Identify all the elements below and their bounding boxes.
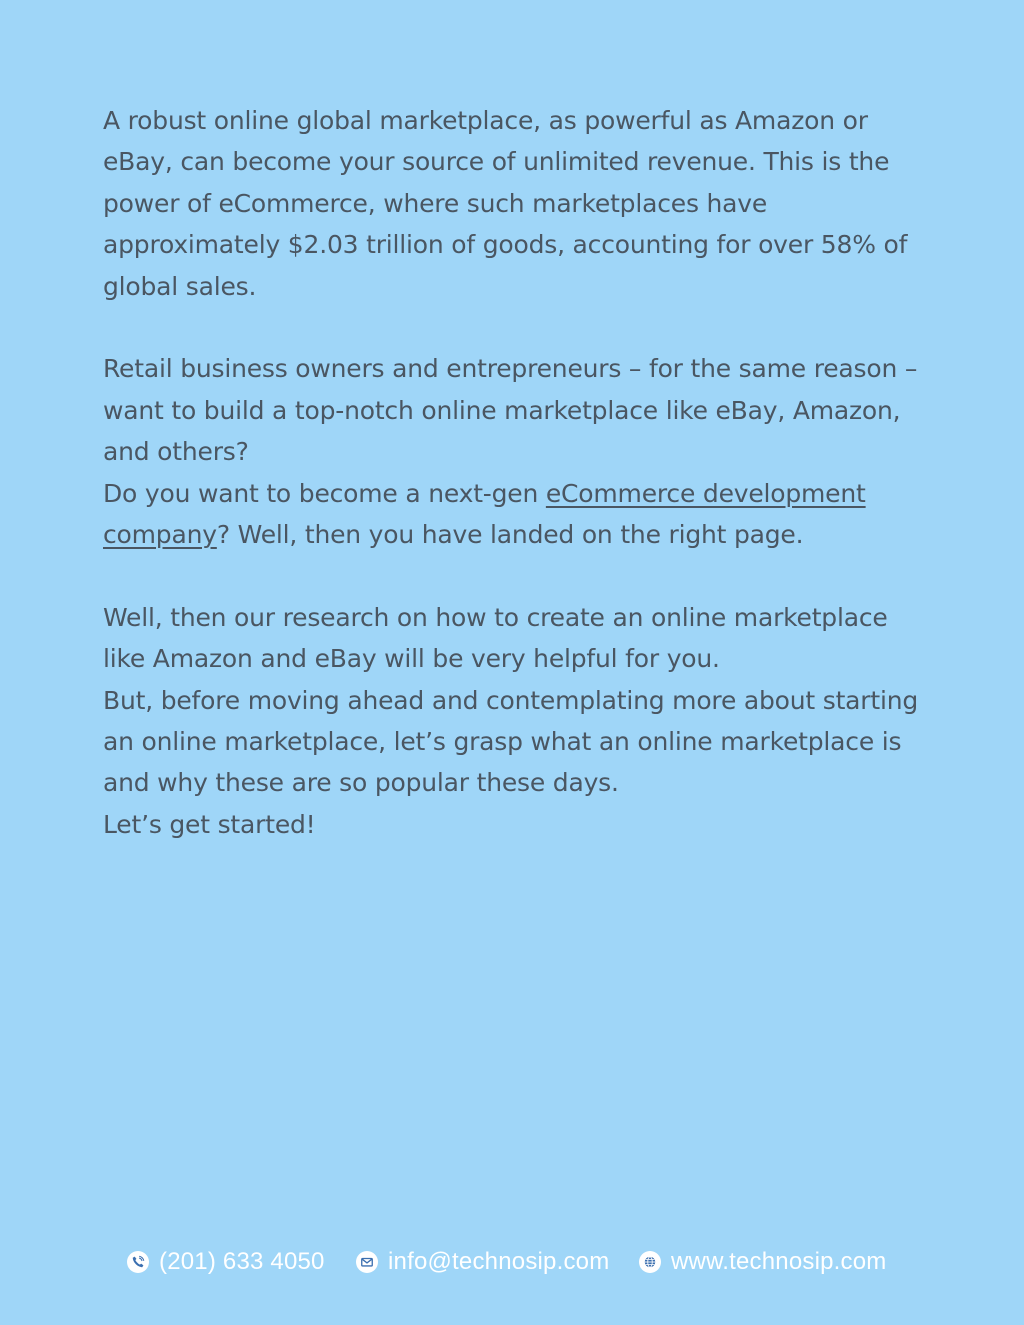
next-gen-line (103, 473, 923, 556)
footer-website[interactable] (639, 1244, 887, 1280)
get-started-line: Let’s get started! (103, 809, 316, 839)
paragraph-research (103, 597, 923, 845)
phone-icon (127, 1251, 149, 1273)
phone-number: (201) 633 4050 (159, 1248, 325, 1275)
globe-icon (639, 1251, 661, 1273)
footer-email[interactable] (356, 1244, 609, 1280)
paragraph-intro: A robust online global marketplace, as powerful as Amazon or eBay, can become your source of unlimited revenue. This is the power of eCommerce, where such marketplaces have approximately $2.03 trillion of goods, accounting for over 58% of global sales. (103, 106, 908, 301)
before-moving-line: But, before moving ahead and contemplating more about starting an online marketplace, let’s grasp what an online marketplace is and why these are so popular these days. (103, 685, 919, 798)
ecommerce-development-link[interactable]: eCommerce development company (103, 478, 866, 550)
email-address: info@technosip.com (388, 1248, 610, 1275)
retail-question: Retail business owners and entrepreneurs – for the same reason – want to build a top-notch online marketplace like eBay, Amazon, and others? (103, 354, 918, 467)
envelope-icon (356, 1251, 378, 1273)
landed-text: ? Well, then you have landed on the right page. (216, 520, 804, 550)
paragraph-retail (103, 348, 923, 555)
contact-footer (0, 1244, 1024, 1280)
research-line: Well, then our research on how to create an online marketplace like Amazon and eBay will be very helpful for you. (103, 602, 888, 674)
website-url: www.technosip.com (671, 1248, 887, 1275)
article-body (103, 100, 923, 845)
footer-phone[interactable] (127, 1244, 325, 1280)
next-gen-text: Do you want to become a next-gen (103, 478, 546, 508)
